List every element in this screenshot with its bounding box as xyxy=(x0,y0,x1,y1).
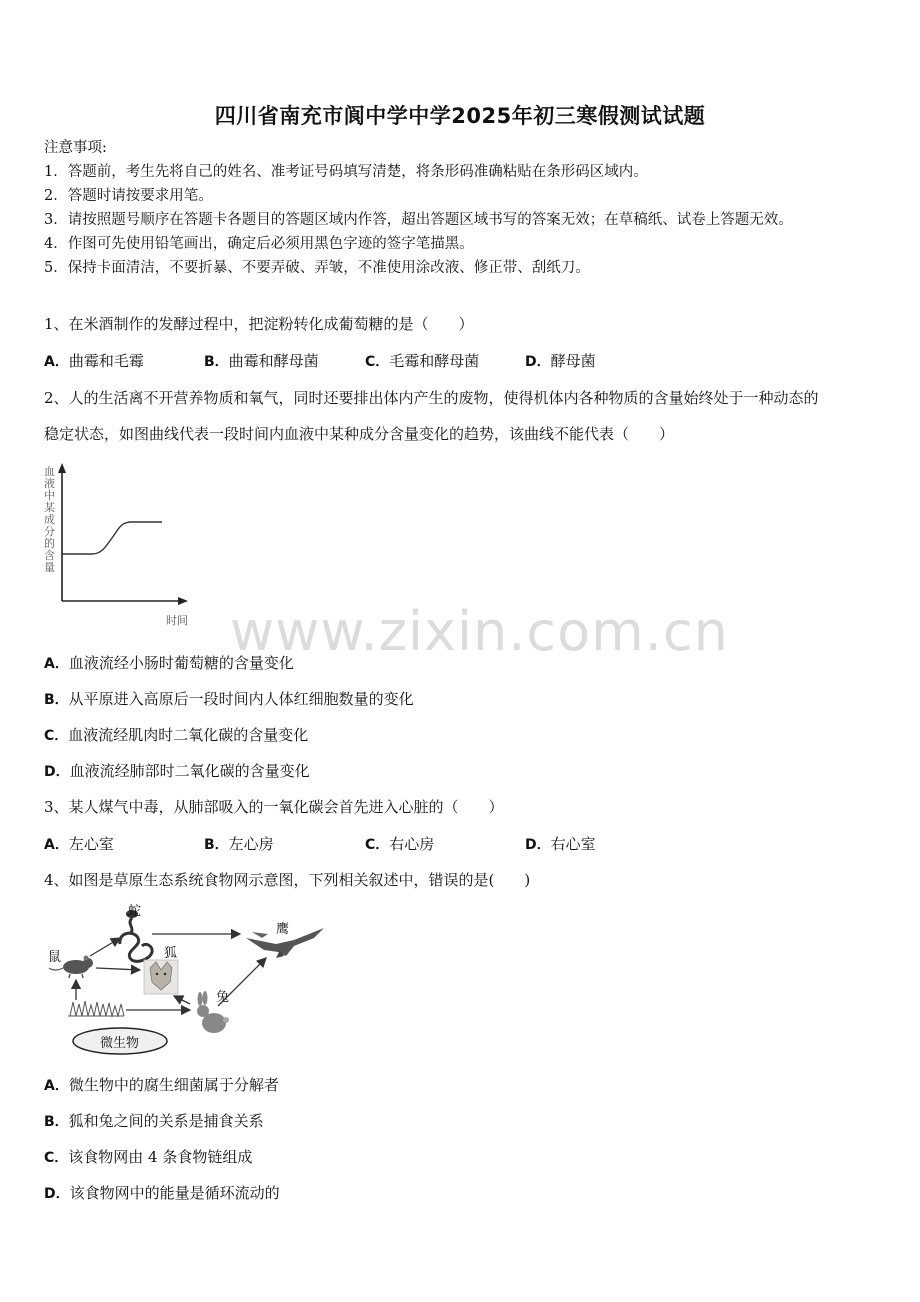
option-text: 毛霉和酵母菌 xyxy=(389,352,480,370)
fox-icon xyxy=(144,960,178,994)
q3-option-a xyxy=(44,833,114,854)
q1-option-a xyxy=(44,350,144,371)
q4-option-a xyxy=(44,1074,279,1095)
option-label: D． xyxy=(44,764,70,780)
q3-option-d xyxy=(525,833,596,854)
q1-stem: 1、在米酒制作的发酵过程中，把淀粉转化成葡萄糖的是（ ） xyxy=(44,315,474,333)
curve-chart xyxy=(40,460,200,630)
option-label: A． xyxy=(44,656,69,672)
q4-option-d xyxy=(44,1182,280,1203)
eagle-label: 鹰 xyxy=(276,922,290,937)
x-axis-label: 时间 xyxy=(166,614,188,627)
option-label: D． xyxy=(44,1186,70,1202)
q4-stem: 4、如图是草原生态系统食物网示意图，下列相关叙述中，错误的是( ) xyxy=(44,871,531,889)
rabbit-label: 兔 xyxy=(216,990,230,1005)
option-label: D． xyxy=(525,837,551,853)
q1-option-b xyxy=(204,350,319,371)
q4-option-c xyxy=(44,1146,252,1167)
option-label: C． xyxy=(365,837,390,853)
option-label: A． xyxy=(44,1078,69,1094)
option-label: D． xyxy=(525,354,551,370)
option-text: 该食物网中的能量是循环流动的 xyxy=(69,1184,280,1202)
fox-label: 狐 xyxy=(164,946,178,961)
option-label: A． xyxy=(44,354,69,370)
option-text: 左心室 xyxy=(68,835,114,853)
option-text: 从平原进入高原后一段时间内人体红细胞数量的变化 xyxy=(68,690,414,708)
q3-option-c xyxy=(365,833,434,854)
option-text: 曲霉和酵母菌 xyxy=(228,352,319,370)
mouse-label: 鼠 xyxy=(48,950,62,965)
q1-option-c xyxy=(365,350,479,371)
grass-icon xyxy=(68,1001,124,1016)
microbes-label: 微生物 xyxy=(100,1036,140,1051)
watermark: www.zixin.com.cn xyxy=(230,600,729,663)
arrow-mouse-fox xyxy=(96,968,140,970)
arrow-rabbit-fox xyxy=(174,996,190,1004)
option-text: 酵母菌 xyxy=(550,352,596,370)
option-text: 该食物网由 4 条食物链组成 xyxy=(68,1148,253,1166)
q2-option-a xyxy=(44,652,294,673)
q2-stem-line1: 2、人的生活离不开营养物质和氧气，同时还要排出体内产生的废物，使得机体内各种物质的含量始终处于一种动态的 xyxy=(44,389,819,407)
option-text: 右心室 xyxy=(550,835,596,853)
option-label: B． xyxy=(204,837,229,853)
food-web-figure xyxy=(40,898,330,1063)
option-label: A． xyxy=(44,837,69,853)
note-item: 1．答题前，考生先将自己的姓名、准考证号码填写清楚，将条形码准确粘贴在条形码区域内。 xyxy=(44,164,648,180)
q2-option-d xyxy=(44,760,310,781)
note-item: 5．保持卡面清洁，不要折暴、不要弄破、弄皱，不准使用涂改液、修正带、刮纸刀。 xyxy=(44,260,590,276)
q3-option-b xyxy=(204,833,274,854)
q2-curve-figure xyxy=(40,460,200,630)
y-axis-arrow xyxy=(58,463,66,473)
q2-stem-line2: 稳定状态，如图曲线代表一段时间内血液中某种成分含量变化的趋势，该曲线不能代表（ ） xyxy=(44,425,675,443)
option-text: 微生物中的腐生细菌属于分解者 xyxy=(68,1076,279,1094)
option-text: 血液流经肺部时二氧化碳的含量变化 xyxy=(69,762,310,780)
option-text: 曲霉和毛霉 xyxy=(68,352,144,370)
y-axis-label: 血液中某成分的含量 xyxy=(44,465,55,574)
option-label: C． xyxy=(44,728,69,744)
option-text: 狐和兔之间的关系是捕食关系 xyxy=(68,1112,264,1130)
note-item: 2．答题时请按要求用笔。 xyxy=(44,188,213,204)
snake-label: 蛇 xyxy=(128,904,142,919)
arrow-mouse-snake xyxy=(90,938,120,956)
option-label: C． xyxy=(44,1150,69,1166)
option-text: 血液流经小肠时葡萄糖的含量变化 xyxy=(68,654,294,672)
option-label: C． xyxy=(365,354,390,370)
q2-option-c xyxy=(44,724,308,745)
x-axis-arrow xyxy=(178,597,188,605)
trend-curve xyxy=(62,522,162,554)
option-text: 左心房 xyxy=(228,835,274,853)
option-text: 血液流经肌肉时二氧化碳的含量变化 xyxy=(68,726,309,744)
q4-option-b xyxy=(44,1110,264,1131)
notes-block xyxy=(44,136,793,280)
page-title: 四川省南充市阆中学中学2025年初三寒假测试试题 xyxy=(214,104,706,128)
notes-heading: 注意事项: xyxy=(44,140,107,156)
option-label: B． xyxy=(204,354,229,370)
note-item: 4．作图可先使用铅笔画出，确定后必须用黑色字迹的签字笔描黑。 xyxy=(44,236,474,252)
q3-stem: 3、某人煤气中毒，从肺部吸入的一氧化碳会首先进入心脏的（ ） xyxy=(44,798,504,816)
option-label: B． xyxy=(44,692,69,708)
q2-option-b xyxy=(44,688,414,709)
note-item: 3．请按照题号顺序在答题卡各题目的答题区域内作答，超出答题区域书写的答案无效；在草稿纸、试卷上答题无效。 xyxy=(44,212,793,228)
option-text: 右心房 xyxy=(389,835,435,853)
q1-option-d xyxy=(525,350,596,371)
option-label: B． xyxy=(44,1114,69,1130)
